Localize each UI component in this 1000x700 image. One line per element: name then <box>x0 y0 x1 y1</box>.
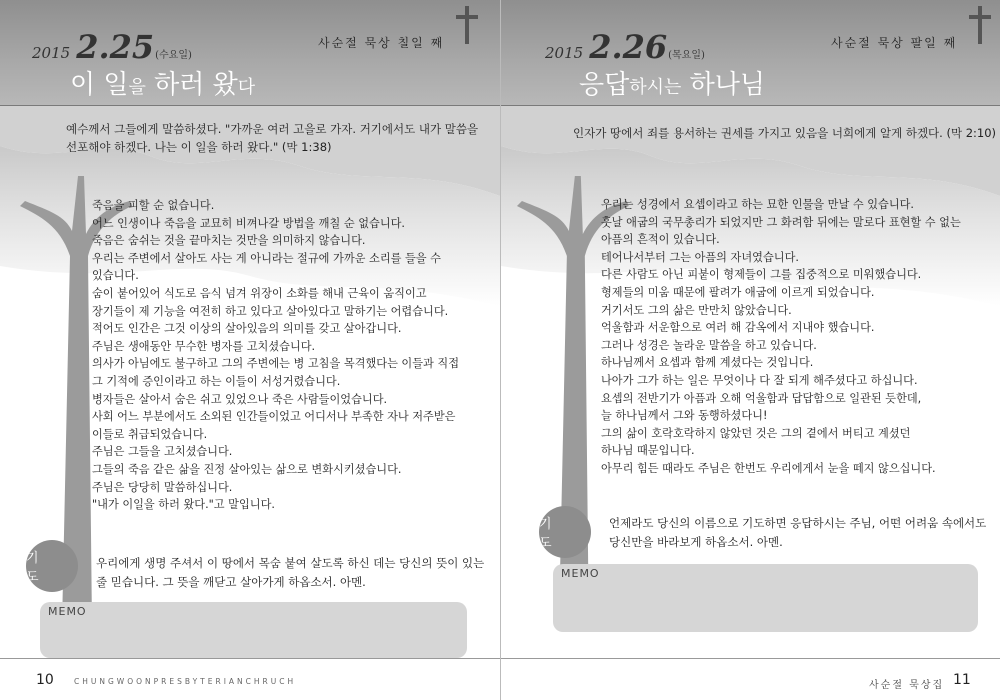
title-part: 답 <box>604 70 630 100</box>
prayer-badge: 기 도 <box>539 506 591 558</box>
title-part: 다 <box>237 77 256 98</box>
body-line: 어느 인생이나 죽음을 교묘히 비껴나갈 방법을 깨칠 순 없습니다. <box>92 216 405 230</box>
title-part: 을 <box>128 77 146 98</box>
body-line: 적어도 인간은 그것 이상의 살아있음의 의미를 갖고 살아갑니다. <box>92 322 402 336</box>
prayer-line: 줄 믿습니다. 그 뜻을 깨닫고 살아가게 하옵소서. 아멘. <box>96 575 366 589</box>
verse-line: 선포해야 하겠다. 나는 이 일을 하러 왔다." (막 1:38) <box>66 140 332 154</box>
prayer-badge: 기 도 <box>26 540 78 592</box>
body-line: 그들의 죽음 같은 삶을 진정 살아있는 삶으로 변화시키셨습니다. <box>92 462 402 476</box>
body-line: 다른 사람도 아닌 피붙이 형제들이 그를 집중적으로 미워했습니다. <box>601 268 922 282</box>
verse-line: 인자가 땅에서 죄를 용서하는 권세를 가지고 있음을 너희에게 알게 하겠다. (막 2:10) <box>573 126 997 140</box>
body-line: 주님은 당당히 말씀하십니다. <box>92 480 233 494</box>
scripture-verse <box>66 120 478 156</box>
body-line: 나아가 그가 하는 일은 무엇이나 다 잘 되게 해주셨다고 하십니다. <box>601 373 918 387</box>
footer-divider <box>501 658 1000 659</box>
body-line: 죽음을 피할 순 없습니다. <box>92 199 215 212</box>
scripture-verse <box>573 124 996 142</box>
body-line: 거기서도 그의 삶은 만만치 않았습니다. <box>601 303 792 317</box>
date-year: 2015 <box>545 44 584 62</box>
title-part: 이 <box>70 70 104 100</box>
body-line: 아픔의 흔적이 있습니다. <box>601 233 720 247</box>
body-line: 아무리 힘든 때라도 주님은 한번도 우리에게서 눈을 떼지 않으십니다. <box>601 461 936 475</box>
body-line: 억울함과 서운함으로 여러 해 감옥에서 지내야 했습니다. <box>601 321 875 335</box>
cross-icon <box>968 6 992 44</box>
date-day: 2.25 <box>76 28 155 66</box>
memo-label: MEMO <box>561 567 600 580</box>
title-part: 응 <box>579 70 605 100</box>
body-line: 주님은 그들을 고치셨습니다. <box>92 445 233 459</box>
body-line: 요셉의 전반기가 아픔과 오해 억울함과 답답함으로 일관된 듯한데, <box>601 391 922 405</box>
day-title <box>70 64 255 101</box>
page-right <box>500 0 1000 700</box>
body-line: 이들로 취급되었습니다. <box>92 427 208 441</box>
body-line: 하나님께서 요셉과 함께 계셨다는 것입니다. <box>601 356 814 370</box>
page-number: 10 <box>36 672 54 688</box>
title-part: 하나님 <box>681 70 766 100</box>
body-line: 있습니다. <box>92 269 139 283</box>
title-part: 하시는 <box>629 77 682 98</box>
body-line: 죽음은 숨쉬는 것을 끝마치는 것만을 의미하지 않습니다. <box>92 234 366 248</box>
meditation-body <box>92 197 459 514</box>
body-line: 그러나 성경은 놀라운 말씀을 하고 있습니다. <box>601 338 817 352</box>
body-line: "내가 이일을 하러 왔다."고 말입니다. <box>92 498 275 512</box>
body-line: 그의 삶이 호락호락하지 않았던 것은 그의 곁에서 버티고 계셨던 <box>601 426 911 440</box>
body-line: 형제들의 미움 때문에 팔려가 애굽에 이르게 되었습니다. <box>601 285 875 299</box>
title-part: 왔 <box>212 70 238 100</box>
body-line: 병자들은 살아서 숨은 쉬고 있었으나 죽은 사람들이었습니다. <box>92 392 388 406</box>
body-line: 훗날 애굽의 국무총리가 되었지만 그 화려함 뒤에는 말로다 표현할 수 없는 <box>601 215 961 229</box>
memo-label: MEMO <box>48 605 87 618</box>
prayer-text <box>609 514 986 552</box>
body-line: 그 기적에 증인이라고 하는 이들이 서성거렸습니다. <box>92 374 341 388</box>
prayer-line: 언제라도 당신의 이름으로 기도하면 응답하시는 주님, 어떤 어려움 속에서도 <box>609 516 987 530</box>
body-line: 의사가 아님에도 불구하고 그의 주변에는 병 고침을 목격했다는 이들과 직접 <box>92 357 460 371</box>
date-day: 2.26 <box>589 28 668 66</box>
body-line: 숨이 붙어있어 식도로 음식 넘겨 위장이 소화를 해내 근육이 움직이고 <box>92 286 427 300</box>
prayer-line: 우리에게 생명 주셔서 이 땅에서 목숨 붙여 살도록 하신 데는 당신의 뜻이 있는 <box>96 556 485 570</box>
prayer-line: 당신만을 바라보게 하옵소서. 아멘. <box>609 535 783 549</box>
page-number: 11 <box>953 672 971 688</box>
body-line: 하나님 때문입니다. <box>601 444 695 458</box>
series-title: 사순절 묵상 칠일 째 <box>318 36 445 50</box>
cross-icon <box>455 6 479 44</box>
date <box>32 28 192 66</box>
series-title: 사순절 묵상 팔일 째 <box>831 36 958 50</box>
prayer-text <box>96 554 484 592</box>
body-line: 늘 하나님께서 그와 동행하셨다니! <box>601 409 768 423</box>
memo-box[interactable] <box>553 564 978 632</box>
date-weekday: (목요일) <box>668 50 705 61</box>
title-part: 일 <box>103 70 129 100</box>
book-title: 사순절 묵상집 <box>869 680 945 691</box>
date-weekday: (수요일) <box>155 50 192 61</box>
meditation-body <box>601 196 961 478</box>
body-line: 우리는 주변에서 살아도 사는 게 아니라는 절규에 가까운 소리를 들을 수 <box>92 251 441 265</box>
body-line: 사회 어느 부분에서도 소외된 인간들이었고 어디서나 부족한 자나 저주받은 <box>92 410 456 424</box>
date-year: 2015 <box>32 44 71 62</box>
date <box>545 28 705 66</box>
body-line: 주님은 생애동안 무수한 병자를 고치셨습니다. <box>92 339 316 353</box>
title-part: 하러 <box>145 70 213 100</box>
body-line: 테어나서부터 그는 아픔의 자녀였습니다. <box>601 250 799 264</box>
body-line: 우리는 성경에서 요셉이라고 하는 묘한 인물을 만날 수 있습니다. <box>601 198 914 211</box>
church-name: CHUNGWOONPRESBYTERIANCHRUCH <box>74 677 297 686</box>
body-line: 장기들이 제 기능을 여전히 하고 있다고 살아있다고 말하기는 어렵습니다. <box>92 304 449 318</box>
verse-line: 예수께서 그들에게 말씀하셨다. "가까운 여러 고을로 가자. 거기에서도 내가 말씀을 <box>66 122 479 136</box>
memo-box[interactable] <box>40 602 467 658</box>
day-title <box>579 64 765 101</box>
footer-divider <box>0 658 500 659</box>
